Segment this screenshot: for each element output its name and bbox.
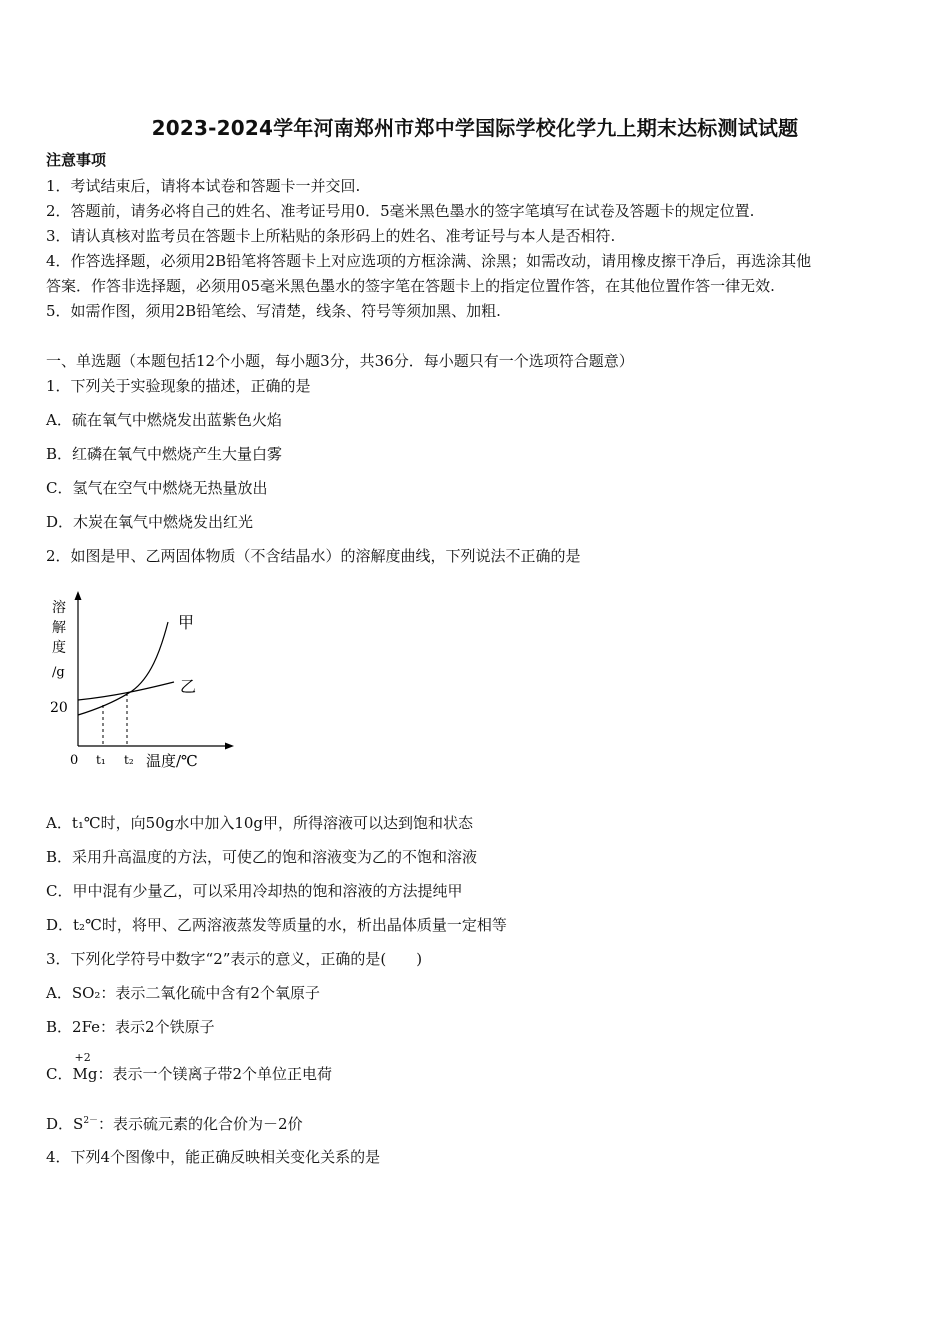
q3-c-symbol: Mg — [72, 1065, 98, 1083]
x-tick-t2: t₂ — [124, 753, 134, 767]
x-tick-0: 0 — [70, 753, 79, 768]
q2-option-d: D．t₂℃时，将甲、乙两溶液蒸发等质量的水，析出晶体质量一定相等 — [46, 916, 507, 934]
notice-item-3: 3．请认真核对监考员在答题卡上所粘贴的条形码上的姓名、准考证号与本人是否相符. — [46, 227, 616, 245]
notice-item-2: 2．答题前，请务必将自己的姓名、准考证号用0．5毫米黑色墨水的签字笔填写在试卷及答题卡的规定位置. — [46, 202, 755, 220]
q3-d-prefix: D．S — [46, 1115, 84, 1133]
q3-stem: 3．下列化学符号中数字“2”表示的意义，正确的是( ) — [46, 950, 423, 968]
q1-option-b: B．红磷在氧气中燃烧产生大量白雾 — [46, 445, 283, 463]
q3-option-a: A．SO₂：表示二氧化硫中含有2个氧原子 — [46, 984, 320, 1002]
q3-c-text: ：表示一个镁离子带2个单位正电荷 — [97, 1065, 332, 1083]
ylabel-char-3: 度 — [52, 640, 66, 656]
q3-option-c — [46, 1051, 332, 1084]
q1-option-c: C．氢气在空气中燃烧无热量放出 — [46, 479, 268, 497]
x-tick-t1: t₁ — [96, 753, 106, 767]
q2-option-a: A．t₁℃时，向50g水中加入10g甲，所得溶液可以达到饱和状态 — [46, 814, 474, 832]
ylabel-char-4: /g — [52, 665, 65, 680]
q3-d-text: ：表示硫元素的化合价为－2价 — [98, 1115, 303, 1133]
y-tick-20: 20 — [50, 700, 68, 716]
notice-item-1: 1．考试结束后，请将本试卷和答题卡一并交回. — [46, 177, 361, 195]
ylabel-char-1: 溶 — [52, 600, 66, 616]
q1-option-d: D．木炭在氧气中燃烧发出红光 — [46, 513, 254, 531]
notice-item-5: 5．如需作图，须用2B铅笔绘、写清楚，线条、符号等须加黑、加粗. — [46, 302, 501, 320]
series-jia-curve — [78, 622, 168, 715]
q4-stem: 4．下列4个图像中，能正确反映相关变化关系的是 — [46, 1148, 381, 1166]
page-title: 2023-2024学年河南郑州市郑中学国际学校化学九上期末达标测试试题 — [151, 116, 799, 140]
notice-item-4: 4．作答选择题，必须用2B铅笔将答题卡上对应选项的方框涂满、涂黑；如需改动，请用橡皮擦干净后，再选涂其他 — [46, 252, 812, 270]
notice-item-4-cont: 答案．作答非选择题，必须用05毫米黑色墨水的签字笔在答题卡上的指定位置作答，在其他位置作答一律无效. — [46, 277, 775, 295]
x-axis-arrow — [225, 743, 234, 750]
q1-option-a: A．硫在氧气中燃烧发出蓝紫色火焰 — [46, 411, 282, 429]
series-yi-label: 乙 — [180, 677, 197, 696]
x-axis-label: 温度/℃ — [146, 752, 198, 770]
q2-option-b: B．采用升高温度的方法，可使乙的饱和溶液变为乙的不饱和溶液 — [46, 848, 478, 866]
ylabel-char-2: 解 — [52, 620, 66, 636]
notice-heading: 注意事项 — [46, 151, 107, 169]
q3-c-charge: +2 — [74, 1051, 91, 1064]
series-yi-curve — [78, 682, 174, 700]
q3-option-b: B．2Fe：表示2个铁原子 — [46, 1018, 215, 1036]
q2-option-c: C．甲中混有少量乙，可以采用冷却热的饱和溶液的方法提纯甲 — [46, 882, 463, 900]
series-jia-label: 甲 — [178, 613, 195, 632]
section-heading: 一、单选题（本题包括12个小题，每小题3分，共36分．每小题只有一个选项符合题意） — [46, 352, 634, 370]
q2-stem: 2．如图是甲、乙两固体物质（不含结晶水）的溶解度曲线，下列说法不正确的是 — [46, 547, 581, 565]
q3-c-prefix: C． — [46, 1065, 73, 1083]
y-axis-arrow — [75, 591, 82, 600]
q3-option-d — [46, 1111, 303, 1134]
solubility-chart — [46, 588, 246, 778]
q3-d-charge: 2－ — [83, 1116, 99, 1126]
q1-stem: 1．下列关于实验现象的描述，正确的是 — [46, 377, 311, 395]
